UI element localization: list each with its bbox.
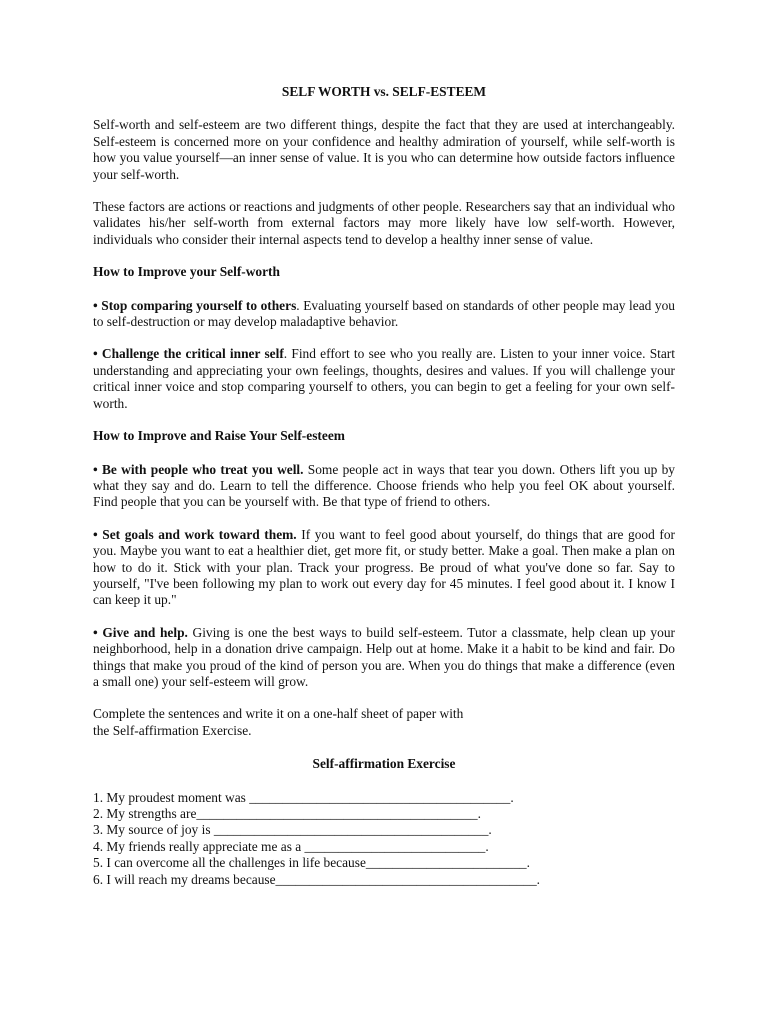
bullet-lead: • Set goals and work toward them. — [93, 526, 297, 542]
bullet-give-and-help — [93, 625, 675, 691]
bullet-challenge-inner-self — [93, 346, 675, 412]
instructions-line-2: the Self-affirmation Exercise. — [93, 722, 252, 738]
bullet-text: . Find effort to see who you really are. Listen to your inner voice. Start understanding and appreciating your own feelings, thoughts, desires and values. If you will challenge your critical inner voice and stop comparing yourself to others, you can begin to get a feeling for your own self-worth. — [93, 346, 675, 411]
section-heading-self-worth: How to Improve your Self-worth — [93, 264, 280, 280]
exercise-list — [93, 790, 675, 888]
intro-paragraph-1: Self-worth and self-esteem are two different things, despite the fact that they are used at interchangeably. Self-esteem is concerned more on your confidence and healthy admiration of yourself, while self-worth is how you value yourself—an inner sense of value. It is you who can determine how outside factors influence your self-worth. — [93, 117, 675, 182]
exercise-instructions — [93, 706, 675, 739]
exercise-item-5: 5. I can overcome all the challenges in life because________________________. — [93, 855, 530, 871]
document-title: SELF WORTH vs. SELF-ESTEEM — [281, 84, 487, 99]
bullet-lead: • Be with people who treat you well. — [93, 461, 304, 477]
bullet-stop-comparing — [93, 298, 675, 331]
bullet-lead: • Challenge the critical inner self — [93, 346, 284, 362]
section-heading-self-esteem: How to Improve and Raise Your Self-esteem — [93, 428, 345, 444]
bullet-text: Giving is one the best ways to build self-esteem. Tutor a classmate, help clean up your neighborhood, help in a donation drive campaign. Help out at home. Make it a habit to be kind and fair. Do things that make you proud of the kind of person you are. When you do things that make a difference (even a small one) your self-esteem will grow. — [93, 624, 675, 689]
exercise-item-1: 1. My proudest moment was _______________________________________. — [93, 789, 514, 805]
bullet-text: If you want to feel good about yourself, do things that are good for you. Maybe you want to eat a healthier diet, get more fit, or study better. Make a goal. Then make a plan on how to do it. Stick with your plan. Track your progress. Be proud of what you've done so far. Say to yourself, "I've been following my plan to work out every day for 45 minutes. I feel good about it. I know I can keep it up." — [93, 526, 676, 608]
bullet-people-treat-well — [93, 462, 675, 511]
bullet-lead: • Give and help. — [93, 624, 188, 640]
exercise-item-4: 4. My friends really appreciate me as a ___________________________. — [93, 838, 489, 854]
bullet-text: Some people act in ways that tear you down. Others lift you up by what they say and do. Learn to tell the difference. Choose friends who help you feel OK about yourself. Find people that you can be yourself with. Be that type of friend to others. — [93, 461, 675, 510]
bullet-lead: • Stop comparing yourself to others — [93, 297, 297, 313]
exercise-heading: Self-affirmation Exercise — [312, 756, 456, 772]
bullet-text: . Evaluating yourself based on standards of other people may lead you to self-destruction or may develop maladaptive behavior. — [93, 297, 675, 330]
exercise-item-3: 3. My source of joy is _________________________________________. — [93, 822, 492, 838]
instructions-line-1: Complete the sentences and write it on a one-half sheet of paper with — [93, 706, 464, 722]
exercise-item-6: 6. I will reach my dreams because_______________________________________. — [93, 871, 541, 887]
bullet-set-goals — [93, 527, 675, 609]
exercise-item-2: 2. My strengths are__________________________________________. — [93, 806, 481, 821]
intro-paragraph-2: These factors are actions or reactions and judgments of other people. Researchers say that an individual who validates his/her self-worth from external factors may more likely have low self-worth. However, individuals who consider their internal aspects tend to develop a healthy inner sense of value. — [93, 199, 675, 247]
